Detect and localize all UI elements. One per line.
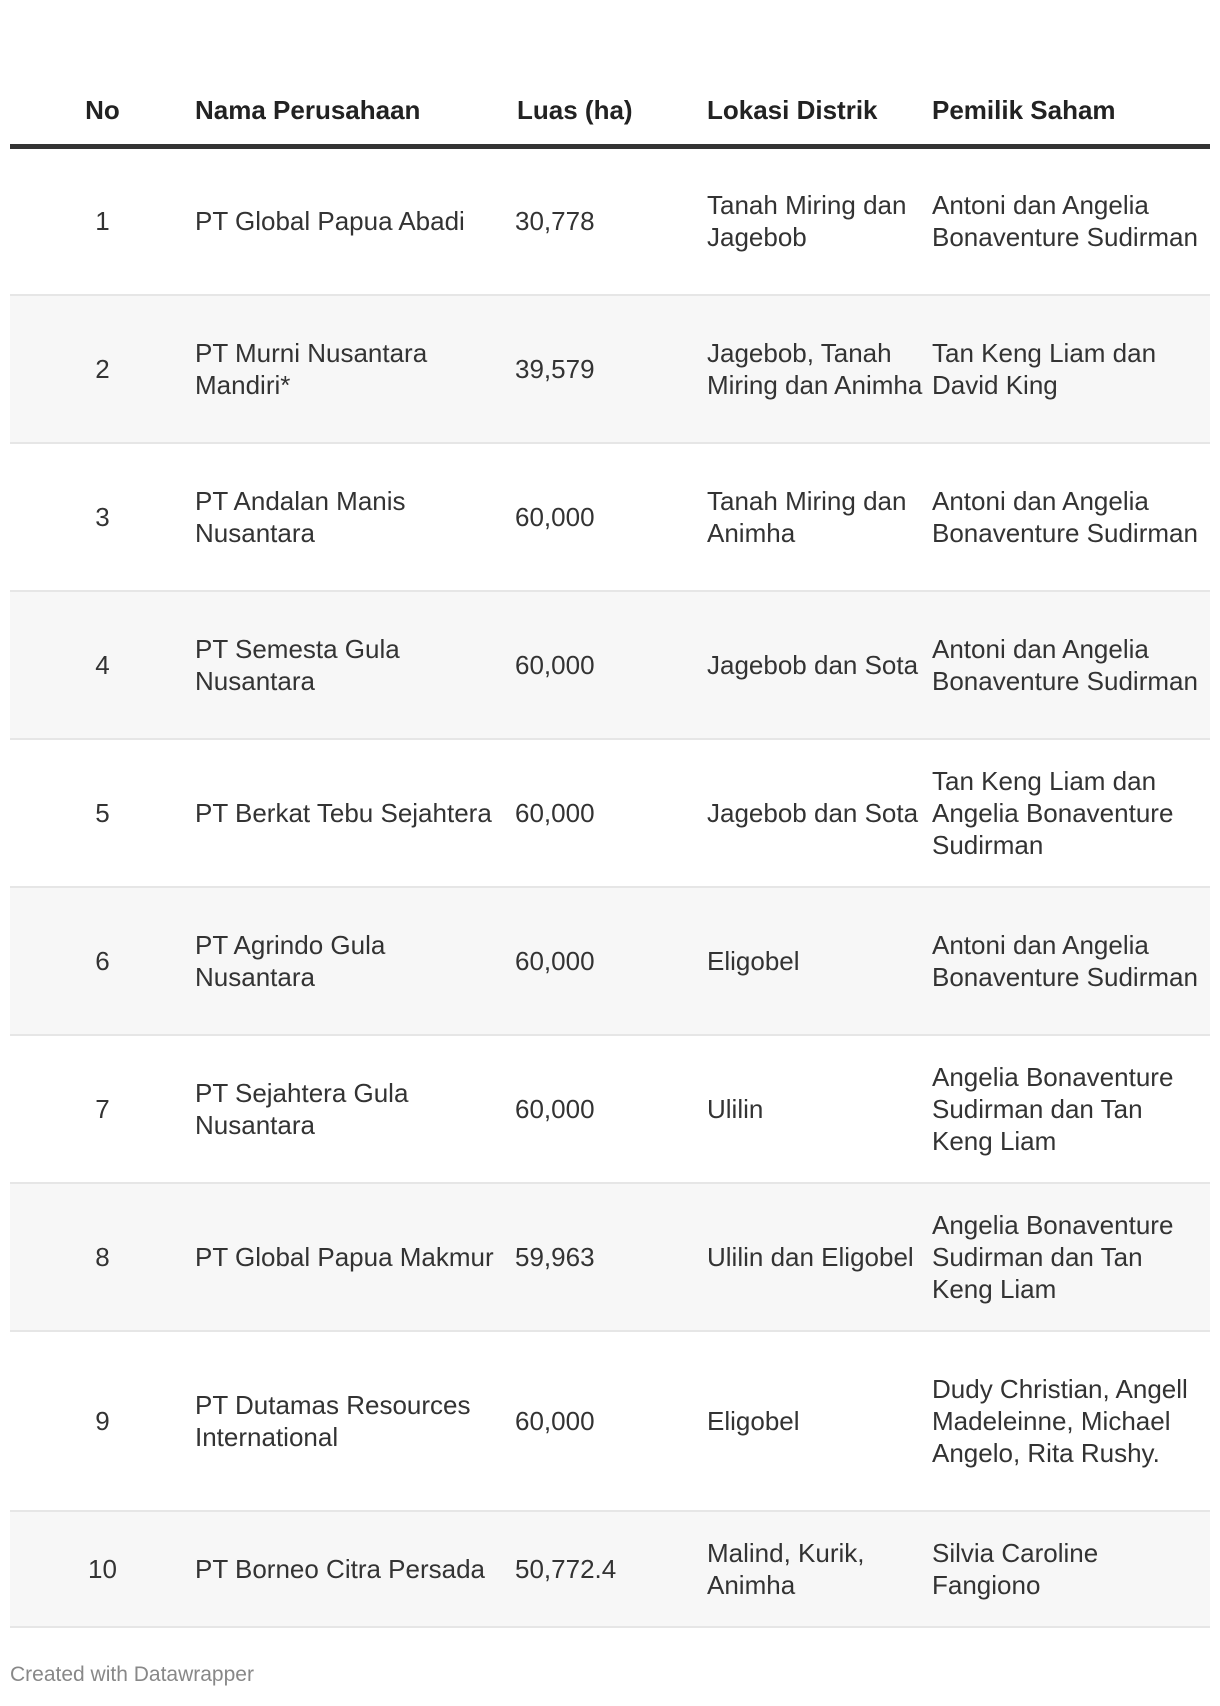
- cell-lokasi-distrik: Jagebob dan Sota: [707, 591, 932, 739]
- cell-pemilik-saham: Angelia Bonaventure Sudirman dan Tan Keng Liam: [932, 1035, 1210, 1183]
- cell-pemilik-saham: Antoni dan Angelia Bonaventure Sudirman: [932, 443, 1210, 591]
- header-luas: Luas (ha): [500, 0, 707, 147]
- cell-luas: 30,778: [500, 147, 707, 295]
- cell-no: 3: [10, 443, 195, 591]
- cell-nama-perusahaan: PT Agrindo Gula Nusantara: [195, 887, 500, 1035]
- table-row: [10, 1511, 1210, 1627]
- table-row: [10, 1035, 1210, 1183]
- cell-nama-perusahaan: PT Dutamas Resources International: [195, 1331, 500, 1511]
- cell-nama-perusahaan: PT Global Papua Abadi: [195, 147, 500, 295]
- table-header: [10, 0, 1210, 147]
- cell-no: 1: [10, 147, 195, 295]
- table-body: [10, 147, 1210, 1627]
- table-row: [10, 887, 1210, 1035]
- cell-no: 8: [10, 1183, 195, 1331]
- cell-pemilik-saham: Antoni dan Angelia Bonaventure Sudirman: [932, 887, 1210, 1035]
- cell-pemilik-saham: Silvia Caroline Fangiono: [932, 1511, 1210, 1627]
- cell-luas: 60,000: [500, 1035, 707, 1183]
- cell-lokasi-distrik: Ulilin: [707, 1035, 932, 1183]
- cell-nama-perusahaan: PT Berkat Tebu Sejahtera: [195, 739, 500, 887]
- cell-luas: 50,772.4: [500, 1511, 707, 1627]
- cell-pemilik-saham: Antoni dan Angelia Bonaventure Sudirman: [932, 147, 1210, 295]
- cell-luas: 60,000: [500, 591, 707, 739]
- table-row: [10, 739, 1210, 887]
- cell-luas: 60,000: [500, 1331, 707, 1511]
- cell-luas: 59,963: [500, 1183, 707, 1331]
- cell-lokasi-distrik: Tanah Miring dan Animha: [707, 443, 932, 591]
- header-nama-perusahaan: Nama Perusahaan: [195, 0, 500, 147]
- cell-lokasi-distrik: Eligobel: [707, 887, 932, 1035]
- cell-nama-perusahaan: PT Borneo Citra Persada: [195, 1511, 500, 1627]
- cell-no: 9: [10, 1331, 195, 1511]
- cell-pemilik-saham: Angelia Bonaventure Sudirman dan Tan Keng Liam: [932, 1183, 1210, 1331]
- cell-no: 2: [10, 295, 195, 443]
- table-row: [10, 147, 1210, 295]
- cell-no: 4: [10, 591, 195, 739]
- cell-nama-perusahaan: PT Global Papua Makmur: [195, 1183, 500, 1331]
- cell-nama-perusahaan: PT Semesta Gula Nusantara: [195, 591, 500, 739]
- data-table: [10, 0, 1210, 1628]
- table-row: [10, 443, 1210, 591]
- table-row: [10, 295, 1210, 443]
- cell-luas: 60,000: [500, 443, 707, 591]
- cell-luas: 60,000: [500, 739, 707, 887]
- cell-pemilik-saham: Tan Keng Liam dan David King: [932, 295, 1210, 443]
- cell-pemilik-saham: Tan Keng Liam dan Angelia Bonaventure Sudirman: [932, 739, 1210, 887]
- cell-nama-perusahaan: PT Sejahtera Gula Nusantara: [195, 1035, 500, 1183]
- cell-lokasi-distrik: Eligobel: [707, 1331, 932, 1511]
- header-pemilik-saham: Pemilik Saham: [932, 0, 1210, 147]
- header-row: [10, 0, 1210, 147]
- data-table-container: [10, 0, 1210, 1628]
- cell-pemilik-saham: Dudy Christian, Angell Madeleinne, Michael Angelo, Rita Rushy.: [932, 1331, 1210, 1511]
- cell-no: 5: [10, 739, 195, 887]
- cell-lokasi-distrik: Ulilin dan Eligobel: [707, 1183, 932, 1331]
- table-row: [10, 591, 1210, 739]
- cell-lokasi-distrik: Jagebob dan Sota: [707, 739, 932, 887]
- cell-pemilik-saham: Antoni dan Angelia Bonaventure Sudirman: [932, 591, 1210, 739]
- cell-luas: 60,000: [500, 887, 707, 1035]
- cell-no: 6: [10, 887, 195, 1035]
- header-lokasi-distrik: Lokasi Distrik: [707, 0, 932, 147]
- header-no: No: [10, 0, 195, 147]
- datawrapper-credit: Created with Datawrapper: [10, 1663, 254, 1686]
- cell-lokasi-distrik: Jagebob, Tanah Miring dan Animha: [707, 295, 932, 443]
- cell-nama-perusahaan: PT Andalan Manis Nusantara: [195, 443, 500, 591]
- cell-no: 10: [10, 1511, 195, 1627]
- cell-lokasi-distrik: Malind, Kurik, Animha: [707, 1511, 932, 1627]
- cell-no: 7: [10, 1035, 195, 1183]
- cell-lokasi-distrik: Tanah Miring dan Jagebob: [707, 147, 932, 295]
- table-row: [10, 1331, 1210, 1511]
- cell-luas: 39,579: [500, 295, 707, 443]
- cell-nama-perusahaan: PT Murni Nusantara Mandiri*: [195, 295, 500, 443]
- table-row: [10, 1183, 1210, 1331]
